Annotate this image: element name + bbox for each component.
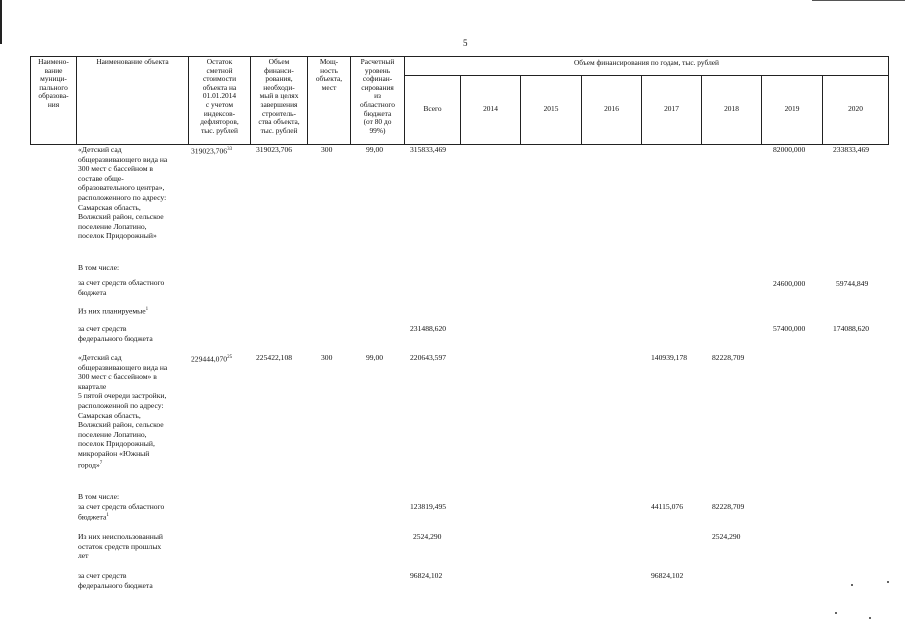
row-regional-budget-1-name: за счет средств областного бюджета — [78, 278, 165, 297]
row-unused-balance-total: 2524,290 — [413, 532, 442, 541]
header-remaining-cost: Остаток сметной стоимости объекта на 01.01.2014 с учетом индексов- дефляторов, тыс. рублей — [200, 57, 239, 135]
header-year-2016: 2016 — [604, 104, 619, 113]
row-regional-budget-2-2017: 44115,076 — [651, 502, 683, 511]
header-municipality: Наимено- вание муници- пального образова- ния — [38, 57, 69, 109]
row-object-1-total: 315833,469 — [410, 145, 447, 154]
row-federal-budget-2-total: 96824,102 — [410, 571, 443, 580]
header-year-2017: 2017 — [664, 104, 679, 113]
header-cofinancing-level: Расчетный уровень софинан- сирования из областного бюджета (от 80 до 99%) — [360, 57, 395, 135]
row-unused-balance-name: Из них неиспользованный остаток средств прошлых лет — [78, 532, 163, 561]
row-object-1-capacity: 300 — [321, 145, 333, 154]
row-object-2-capacity: 300 — [321, 353, 333, 362]
row-object-1-2020: 233833,469 — [833, 145, 870, 154]
scan-speck — [851, 584, 853, 586]
row-planned-label: Из них планируемые$^1$ — [78, 306, 149, 316]
row-federal-budget-1-name: за счет средств федерального бюджета — [78, 324, 153, 343]
header-financing-volume: Объем финанси- рования, необходи- мый в целях завершения строитель- ства объекта, тыс. рублей — [258, 57, 300, 135]
top-rule — [812, 0, 905, 1]
row-object-2-2017: 140939,178 — [651, 353, 688, 362]
header-capacity: Мощ- ность объекта, мест — [315, 57, 343, 92]
header-year-2014: 2014 — [483, 104, 498, 113]
row-regional-budget-1-2020: 59744,849 — [836, 279, 869, 288]
row-object-1-level: 99,00 — [366, 145, 384, 154]
row-regional-budget-2-name: В том числе: за счет средств областного бюджета$^1$ — [78, 492, 165, 522]
row-object-2-2018: 82228,709 — [712, 353, 745, 362]
row-object-2-level: 99,00 — [366, 353, 384, 362]
scan-speck — [835, 612, 837, 614]
row-object-1-remaining: 319023,706$^{33}$ — [191, 146, 233, 156]
row-object-1-2019: 82000,000 — [773, 145, 806, 154]
header-total: Всего — [423, 104, 442, 113]
page-edge-mark — [0, 0, 2, 44]
row-object-2-remaining: 229444,070$^{25}$ — [191, 354, 233, 364]
row-federal-budget-1-2019: 57400,000 — [773, 324, 806, 333]
row-federal-budget-2-2017: 96824,102 — [651, 571, 684, 580]
row-federal-budget-2-name: за счет средств федерального бюджета — [78, 571, 153, 590]
header-by-years: Объем финансирования по годам, тыс. рублей — [573, 58, 720, 67]
scan-speck — [887, 581, 889, 583]
row-federal-budget-1-2020: 174088,620 — [833, 324, 870, 333]
row-regional-budget-2-total: 123819,495 — [410, 502, 447, 511]
row-object-1-name: «Детский сад общеразвивающего вида на 300 мест с бассейном в составе обще- образовательного центра», расположенного по адресу: Самарская область, Волжский район, сельское поселение Лопатино, поселок Придорожный» — [78, 145, 168, 241]
row-unused-balance-2018: 2524,290 — [712, 532, 741, 541]
row-federal-budget-1-total: 231488,620 — [410, 324, 447, 333]
header-year-2018: 2018 — [724, 104, 739, 113]
row-object-2-total: 220643,597 — [410, 353, 447, 362]
row-object-2-name: «Детский сад общеразвивающего вида на 300 мест с бассейном» в квартале 5 пятой очереди застройки, расположенной по адресу: Самарская область, Волжский район, сельское поселение Лопатино, поселок Придорожный, микрорайон «Южный город»$^7$ — [78, 353, 168, 470]
header-year-2019: 2019 — [784, 104, 800, 113]
row-object-1-volume: 319023,706 — [256, 145, 293, 154]
header-year-2020: 2020 — [848, 104, 863, 113]
row-regional-budget-1-2019: 24600,000 — [773, 279, 806, 288]
row-including-label: В том числе: — [78, 263, 120, 272]
row-object-2-volume: 225422,108 — [256, 353, 293, 362]
row-regional-budget-2-2018: 82228,709 — [712, 502, 745, 511]
header-year-2015: 2015 — [543, 104, 559, 113]
page-number: 5 — [463, 38, 468, 48]
header-object-name: Наименование объекта — [96, 57, 169, 66]
scan-speck — [869, 617, 871, 619]
